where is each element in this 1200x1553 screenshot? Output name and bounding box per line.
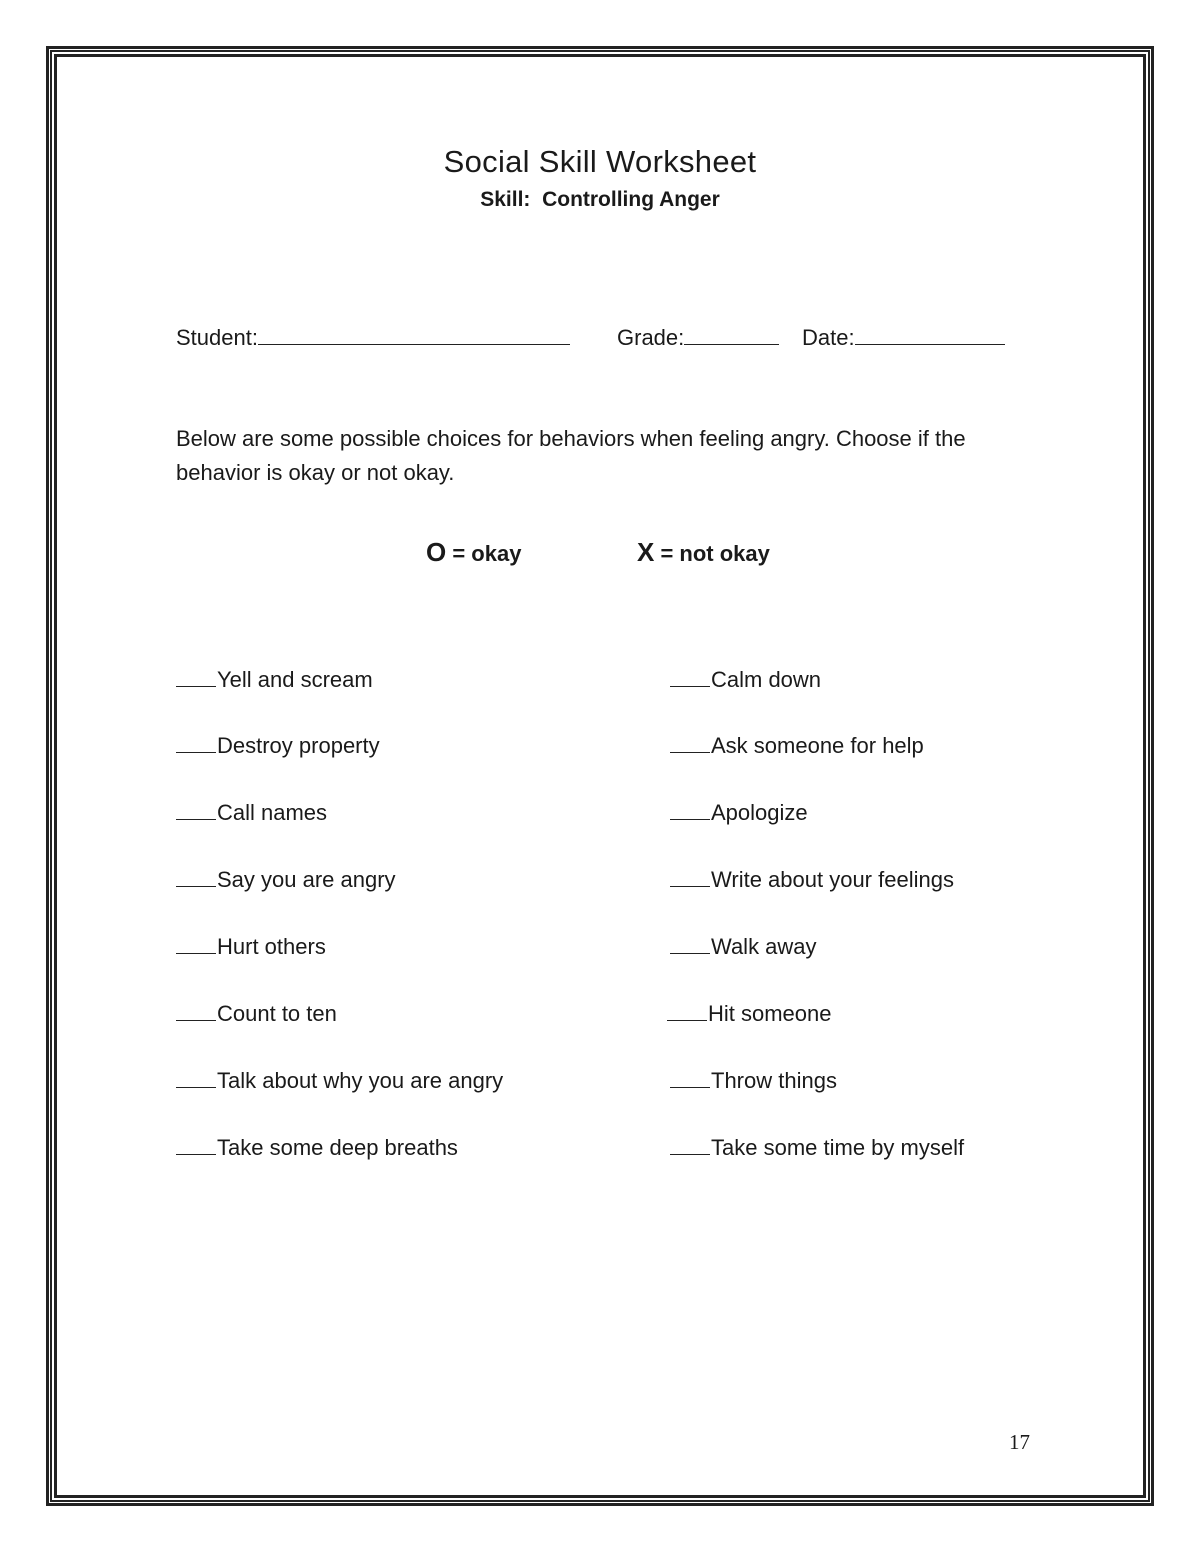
answer-blank[interactable] [670, 799, 710, 820]
behavior-label: Hurt others [217, 934, 326, 959]
behavior-item [670, 933, 817, 960]
behavior-label: Take some time by myself [711, 1135, 965, 1160]
date-label: Date: [802, 325, 855, 350]
worksheet-subtitle: Skill: Controlling Anger [480, 188, 720, 211]
legend-not-okay [637, 537, 770, 568]
okay-symbol: O [426, 537, 447, 567]
grade-blank[interactable] [684, 322, 779, 345]
behavior-label: Write about your feelings [711, 867, 954, 892]
behavior-label: Calm down [711, 667, 822, 692]
answer-blank[interactable] [176, 1134, 216, 1155]
answer-blank[interactable] [176, 732, 216, 753]
answer-blank[interactable] [176, 933, 216, 954]
behavior-item [670, 1134, 964, 1161]
date-blank[interactable] [855, 322, 1005, 345]
student-field[interactable] [176, 322, 570, 351]
behavior-label: Take some deep breaths [217, 1135, 458, 1160]
behavior-label: Walk away [711, 934, 817, 959]
behavior-item [670, 666, 821, 693]
behavior-label: Say you are angry [217, 867, 396, 892]
behavior-label: Hit someone [708, 1001, 832, 1026]
answer-blank[interactable] [670, 866, 710, 887]
answer-blank[interactable] [670, 666, 710, 687]
answer-blank[interactable] [176, 866, 216, 887]
behavior-label: Throw things [711, 1068, 837, 1093]
behavior-item [176, 866, 396, 893]
behavior-item [176, 933, 326, 960]
behavior-item [670, 799, 808, 826]
answer-blank[interactable] [176, 799, 216, 820]
not-okay-symbol: X [637, 537, 655, 567]
answer-blank[interactable] [670, 1067, 710, 1088]
page-border-inner [54, 54, 1146, 1498]
answer-blank[interactable] [176, 1067, 216, 1088]
behavior-item [176, 1134, 458, 1161]
behavior-label: Yell and scream [217, 667, 373, 692]
behavior-item [670, 1067, 837, 1094]
behavior-item [670, 866, 954, 893]
behavior-item [176, 799, 327, 826]
behavior-label: Talk about why you are angry [217, 1068, 504, 1093]
behavior-label: Call names [217, 800, 328, 825]
legend-okay [426, 537, 521, 568]
behavior-item [670, 732, 924, 759]
okay-text: = okay [446, 541, 522, 566]
student-blank[interactable] [258, 322, 570, 345]
behavior-item [176, 666, 373, 693]
page-number: 17 [1009, 1430, 1030, 1454]
grade-label: Grade: [617, 325, 685, 350]
grade-field[interactable] [617, 322, 779, 351]
behavior-item [176, 1067, 503, 1094]
worksheet-title: Social Skill Worksheet [443, 144, 757, 179]
behavior-label: Count to ten [217, 1001, 337, 1026]
answer-blank[interactable] [670, 732, 710, 753]
behavior-item [667, 1000, 832, 1027]
behavior-label: Destroy property [217, 733, 380, 758]
not-okay-text: = not okay [654, 541, 770, 566]
answer-blank[interactable] [670, 933, 710, 954]
answer-blank[interactable] [176, 666, 216, 687]
behavior-item [176, 1000, 337, 1027]
student-label: Student: [176, 325, 258, 350]
behavior-label: Apologize [711, 800, 808, 825]
answer-blank[interactable] [176, 1000, 216, 1021]
behavior-item [176, 732, 380, 759]
answer-blank[interactable] [667, 1000, 707, 1021]
instructions-text: Below are some possible choices for behaviors when feeling angry. Choose if the behavior is okay or not okay. [176, 426, 966, 485]
answer-blank[interactable] [670, 1134, 710, 1155]
date-field[interactable] [802, 322, 1005, 351]
behavior-label: Ask someone for help [711, 733, 924, 758]
